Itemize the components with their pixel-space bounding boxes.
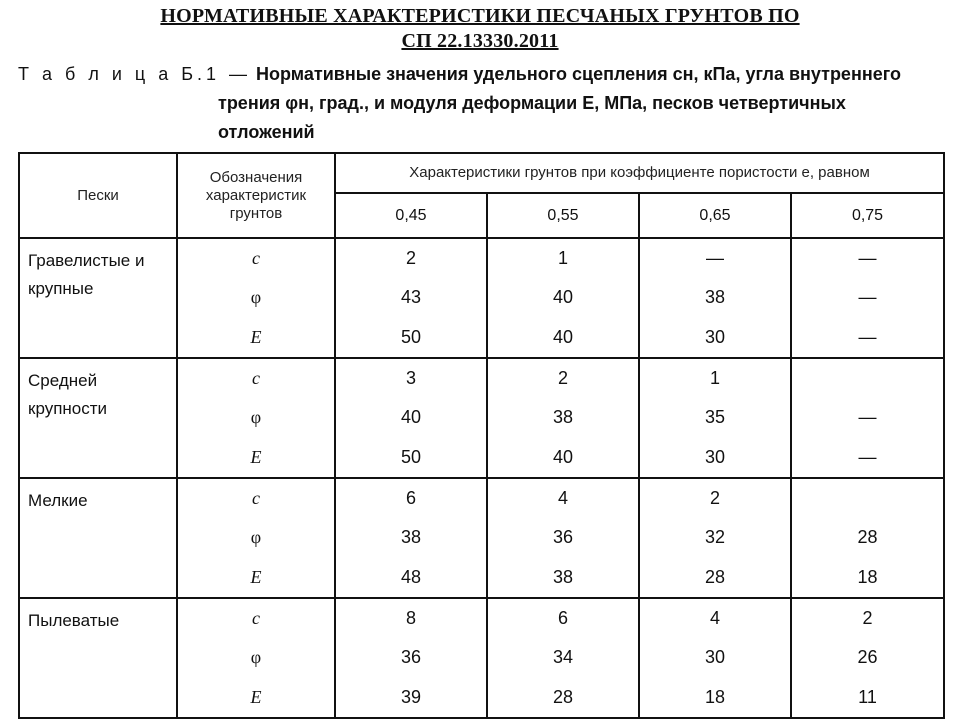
symbol-phi: φ xyxy=(250,527,262,548)
caption-line-2: трения φн, град., и модуля деформации E, МПа, песков четвертичных xyxy=(218,93,846,113)
cell-value: 18 xyxy=(704,686,726,707)
cell-value: 26 xyxy=(857,647,878,668)
table-row xyxy=(19,358,944,478)
cell-value: 11 xyxy=(858,686,877,707)
cell-value: 30 xyxy=(704,446,726,467)
cell-value: 2 xyxy=(557,368,568,389)
cell-value: 34 xyxy=(552,647,574,668)
cell-value: 30 xyxy=(704,647,726,668)
cell-value: 6 xyxy=(557,608,568,629)
cell-value: 8 xyxy=(405,608,416,629)
cell-value: 6 xyxy=(405,488,416,509)
cell-value: — xyxy=(858,446,877,467)
symbol-e: E xyxy=(250,326,262,347)
cell-value: 4 xyxy=(709,608,720,629)
cell-value: 1 xyxy=(709,368,720,389)
header-e-0-65: 0,65 xyxy=(639,193,791,238)
table-row xyxy=(19,238,944,358)
caption-line-3: отложений xyxy=(218,122,315,142)
symbol-phi: φ xyxy=(250,407,262,428)
symbol-e: E xyxy=(250,686,262,707)
page-title-line-1: НОРМАТИВНЫЕ ХАРАКТЕРИСТИКИ ПЕСЧАНЫХ ГРУНТОВ ПО xyxy=(160,5,800,27)
cell-value: — xyxy=(858,248,877,269)
cell-value: — xyxy=(858,326,877,347)
cell-value: 40 xyxy=(552,446,574,467)
cell-value: 28 xyxy=(857,527,878,548)
cell-value: 30 xyxy=(704,326,726,347)
symbol-c: c xyxy=(252,608,260,629)
cell-value xyxy=(792,359,943,398)
symbol-e: E xyxy=(250,566,262,587)
cell-value: 36 xyxy=(400,647,422,668)
cell-value: 40 xyxy=(400,407,422,428)
symbol-c: c xyxy=(252,248,260,269)
cell-value: 40 xyxy=(552,287,574,308)
cell-value: 1 xyxy=(557,248,568,269)
cell-value: — xyxy=(858,287,877,308)
symbol-e: E xyxy=(250,446,262,467)
cell-value: 40 xyxy=(552,326,574,347)
caption-line-1: Нормативные значения удельного сцепления сн, кПа, угла внутреннего xyxy=(256,64,901,84)
table-caption xyxy=(18,60,943,147)
cell-value: 50 xyxy=(400,446,422,467)
cell-value xyxy=(792,479,943,518)
symbol-phi: φ xyxy=(250,287,262,308)
symbol-c: c xyxy=(252,368,260,389)
cell-value: 36 xyxy=(552,527,574,548)
cell-value: 2 xyxy=(709,488,720,509)
cell-value: — xyxy=(858,407,877,428)
cell-value: 28 xyxy=(704,566,726,587)
cell-value: 38 xyxy=(552,566,574,587)
header-symbols: Обозначения характеристик грунтов xyxy=(177,153,335,238)
caption-prefix: Т а б л и ц а Б.1 — xyxy=(18,64,252,84)
cell-value: 28 xyxy=(552,686,574,707)
symbol-phi: φ xyxy=(250,647,262,668)
soil-characteristics-table xyxy=(18,152,945,719)
cell-value: — xyxy=(706,248,724,269)
cell-value: 3 xyxy=(405,368,416,389)
cell-value: 2 xyxy=(405,248,416,269)
header-e-0-45: 0,45 xyxy=(335,193,487,238)
cell-value: 18 xyxy=(857,566,878,587)
cell-value: 48 xyxy=(400,566,422,587)
cell-value: 4 xyxy=(557,488,568,509)
sand-name: Мелкие xyxy=(19,478,177,598)
sand-name: Средней крупности xyxy=(19,358,177,478)
cell-value: 38 xyxy=(704,287,726,308)
symbol-c: c xyxy=(252,488,260,509)
cell-value: 35 xyxy=(704,407,726,428)
cell-value: 43 xyxy=(400,287,422,308)
cell-value: 38 xyxy=(552,407,574,428)
cell-value: 39 xyxy=(400,686,422,707)
table-row xyxy=(19,478,944,598)
cell-value: 50 xyxy=(400,326,422,347)
header-sands: Пески xyxy=(19,153,177,238)
header-e-0-75: 0,75 xyxy=(791,193,944,238)
header-characteristics: Характеристики грунтов при коэффициенте пористости e, равном xyxy=(335,153,944,193)
cell-value: 32 xyxy=(704,527,726,548)
cell-value: 2 xyxy=(862,608,873,629)
sand-name: Пылеватые xyxy=(19,598,177,718)
table-row xyxy=(19,598,944,718)
header-e-0-55: 0,55 xyxy=(487,193,639,238)
page-title-line-2: СП 22.13330.2011 xyxy=(401,30,559,52)
cell-value: 38 xyxy=(400,527,422,548)
sand-name: Гравелистые и крупные xyxy=(19,238,177,358)
